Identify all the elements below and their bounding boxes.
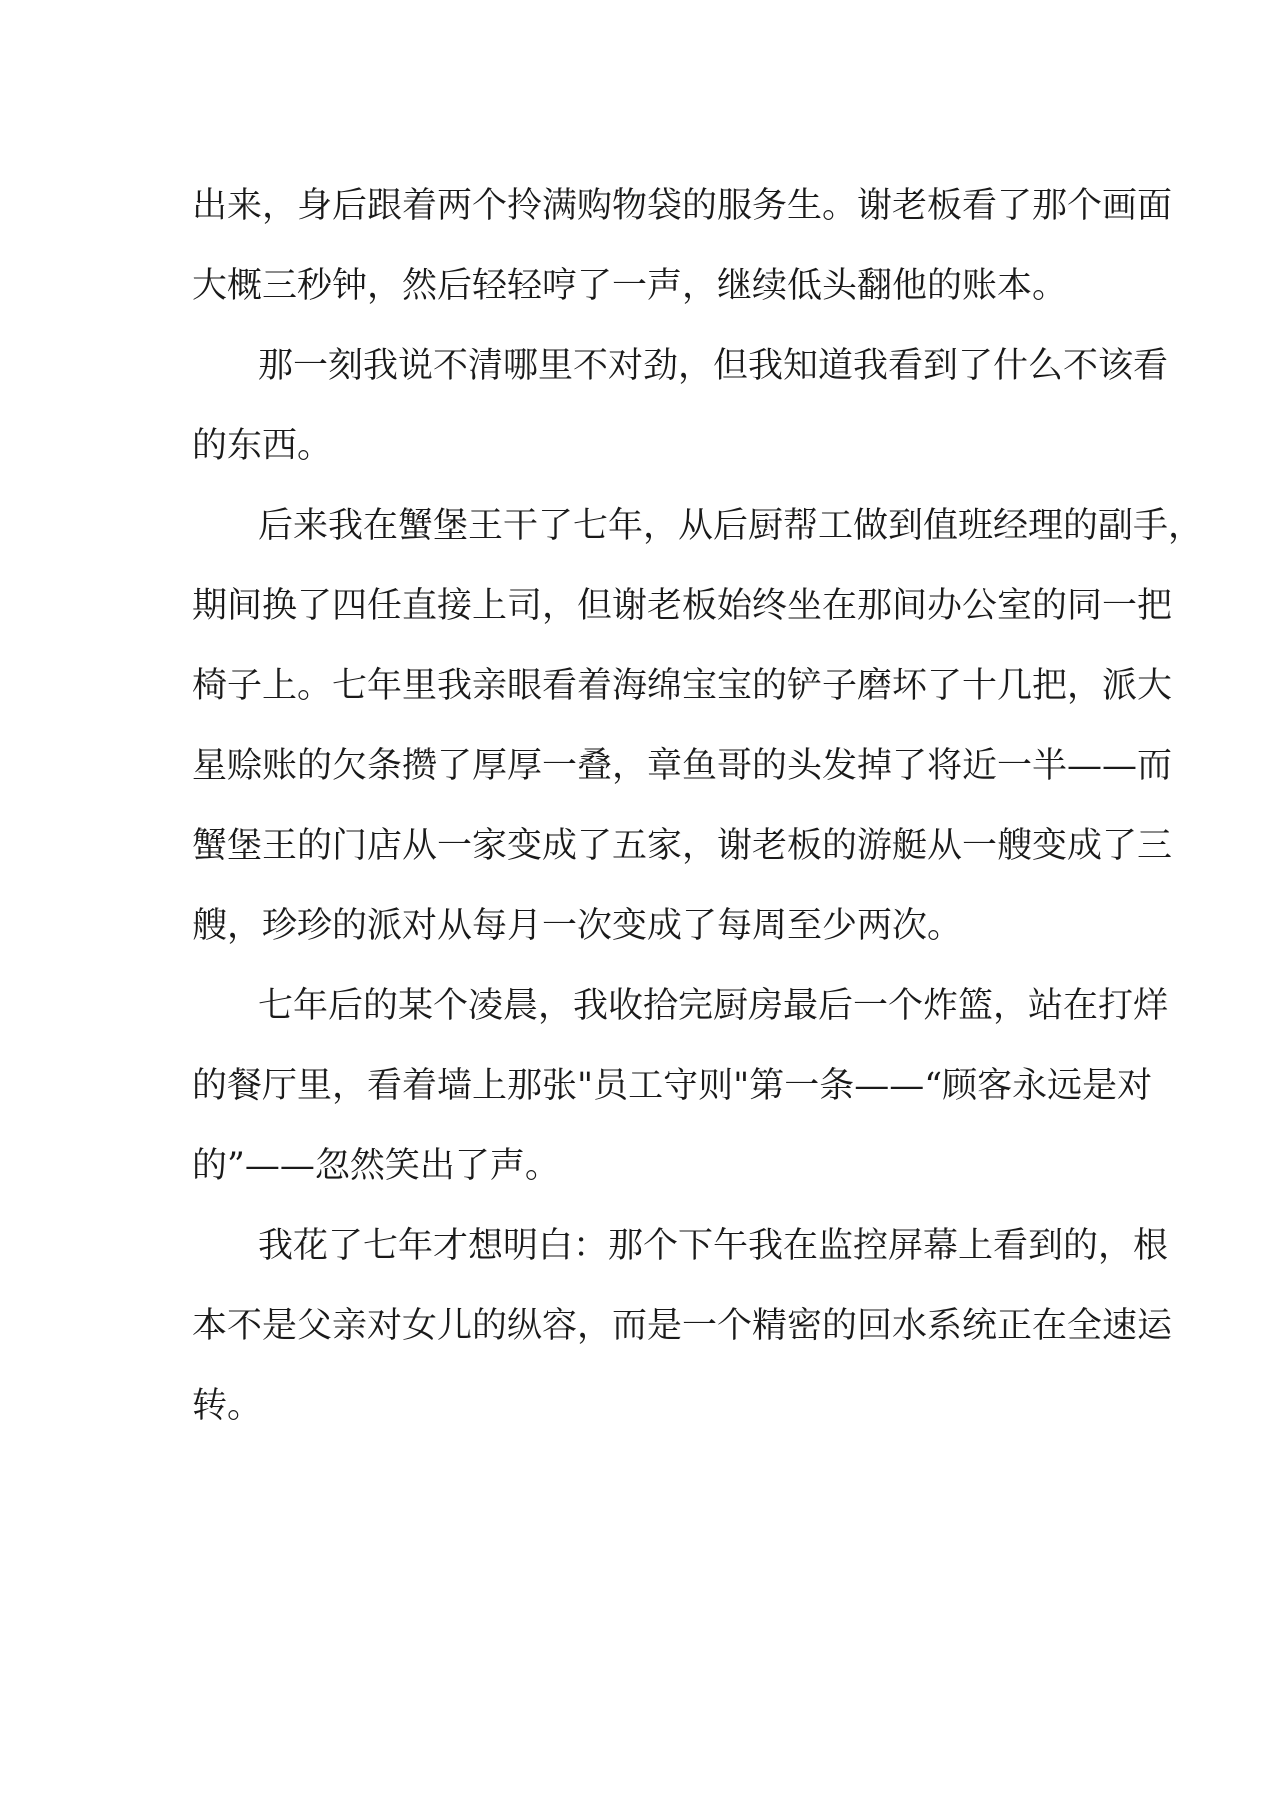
text-line: 椅子上。七年里我亲眼看着海绵宝宝的铲子磨坏了十几把，派大 <box>192 666 1173 706</box>
paragraph-5 <box>192 1206 1173 1446</box>
text-line: 大概三秒钟，然后轻轻哼了一声，继续低头翻他的账本。 <box>192 266 1068 306</box>
text-line: 后来我在蟹堡王干了七年，从后厨帮工做到值班经理的副手， <box>258 506 1204 546</box>
text-line: 七年后的某个凌晨，我收拾完厨房最后一个炸篮，站在打烊 <box>258 986 1169 1026</box>
text-line: 出来，身后跟着两个拎满购物袋的服务生。谢老板看了那个画面 <box>192 186 1173 226</box>
paragraph-2 <box>192 326 1169 486</box>
text-line: 转。 <box>192 1386 263 1426</box>
text-line: 艘，珍珍的派对从每月一次变成了每周至少两次。 <box>192 906 963 946</box>
text-line: 的东西。 <box>192 426 333 466</box>
text-line: 我花了七年才想明白：那个下午我在监控屏幕上看到的，根 <box>258 1226 1169 1266</box>
text-line: 蟹堡王的门店从一家变成了五家，谢老板的游艇从一艘变成了三 <box>192 826 1173 866</box>
text-line: 本不是父亲对女儿的纵容，而是一个精密的回水系统正在全速运 <box>192 1306 1173 1346</box>
body-text <box>192 166 1204 1446</box>
text-line: 的餐厅里，看着墙上那张"员工守则"第一条——“顾客永远是对 <box>192 1066 1153 1106</box>
text-line: 那一刻我说不清哪里不对劲，但我知道我看到了什么不该看 <box>258 346 1169 386</box>
text-line: 星赊账的欠条攒了厚厚一叠，章鱼哥的头发掉了将近一半——而 <box>192 746 1173 786</box>
paragraph-3 <box>192 486 1204 966</box>
text-line: 期间换了四任直接上司，但谢老板始终坐在那间办公室的同一把 <box>192 586 1173 626</box>
text-line: 的”——忽然笑出了声。 <box>192 1146 560 1186</box>
paragraph-1 <box>192 166 1173 326</box>
paragraph-4 <box>192 966 1169 1206</box>
